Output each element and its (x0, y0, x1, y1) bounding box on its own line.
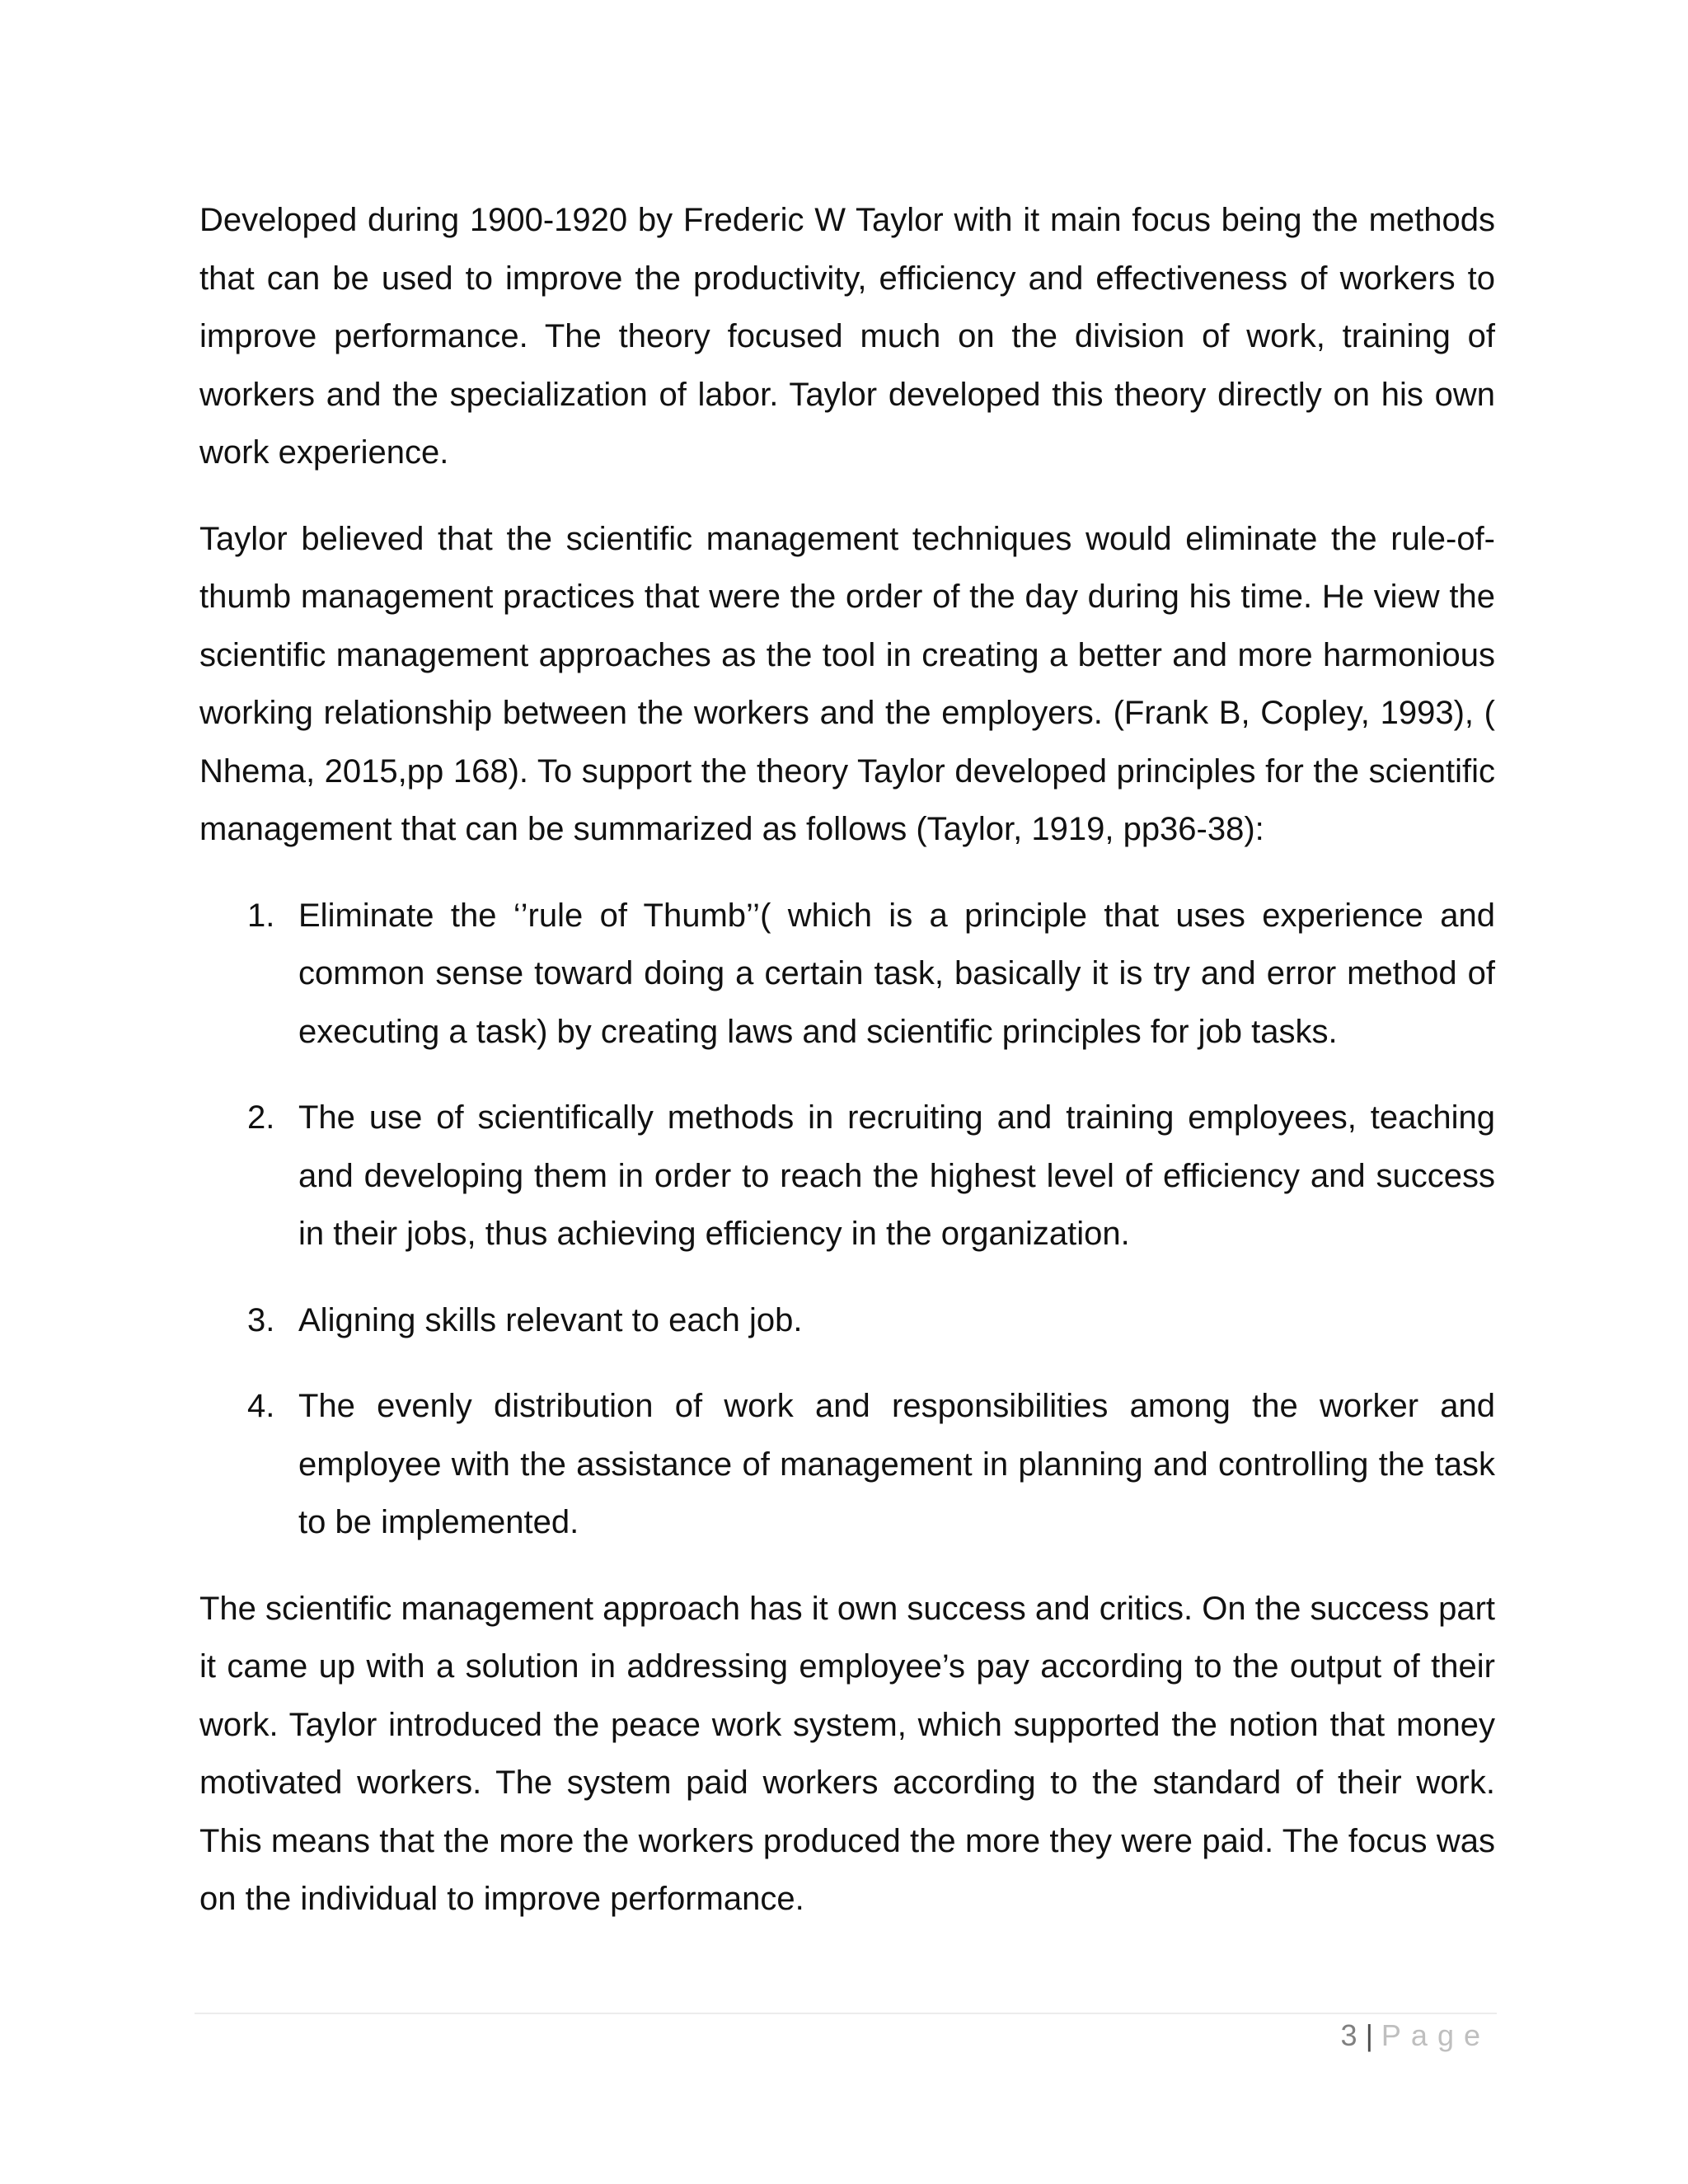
list-item (199, 1377, 1495, 1552)
list-item-text: The evenly distribution of work and responsibilities among the worker and employee with the assistance of management in planning and controlling the task to be implemented. (298, 1388, 1495, 1540)
list-item-text: Aligning skills relevant to each job. (298, 1301, 803, 1338)
page-footer (1341, 2013, 1490, 2059)
paragraph-taylor-beliefs: Taylor believed that the scientific management techniques would eliminate the rule-of-thumb management practices that were the order of the day during his time. He view the scientific management approaches as the tool in creating a better and more harmonious working relationship between the workers and the employers. (Frank B, Copley, 1993), ( Nhema, 2015,pp 168). To support the theory Taylor developed principles for the scientific management that can be summarized as follows (Taylor, 1919, pp36-38): (199, 520, 1495, 847)
footer-separator: | (1365, 2018, 1373, 2052)
principles-list (199, 887, 1495, 1552)
list-item-number: 2. (247, 1099, 275, 1136)
list-item (199, 1291, 1495, 1350)
list-item-text: Eliminate the ‘’rule of Thumb’’( which is a principle that uses experience and common sense toward doing a certain task, basically it is try and error method of executing a task) by creating laws and scientific principles for job tasks. (298, 897, 1495, 1050)
list-item-number: 4. (247, 1388, 275, 1424)
list-item (199, 887, 1495, 1062)
footer-divider (195, 2013, 1497, 2014)
paragraph-intro: Developed during 1900-1920 by Frederic W Taylor with it main focus being the methods that can be used to improve the productivity, efficiency and effectiveness of workers to improve performance. The theory focused much on the division of work, training of workers and the specialization of labor. Taylor developed this theory directly on his own work experience. (199, 202, 1495, 471)
list-item-text: The use of scientifically methods in recruiting and training employees, teaching and developing them in order to reach the highest level of efficiency and success in their jobs, thus achieving efficiency in the organization. (298, 1099, 1495, 1252)
paragraph-success-critics: The scientific management approach has it own success and critics. On the success part it came up with a solution in addressing employee’s pay according to the output of their work. Taylor introduced the peace work system, which supported the notion that money motivated workers. The system paid workers according to the standard of their work. This means that the more the workers produced the more they were paid. The focus was on the individual to improve performance. (199, 1590, 1495, 1917)
list-item-number: 1. (247, 897, 275, 934)
document-body (199, 191, 1495, 1957)
page-number: 3 (1340, 2018, 1357, 2052)
list-item-number: 3. (247, 1301, 275, 1338)
page-label: Page (1381, 2018, 1490, 2052)
list-item (199, 1089, 1495, 1263)
